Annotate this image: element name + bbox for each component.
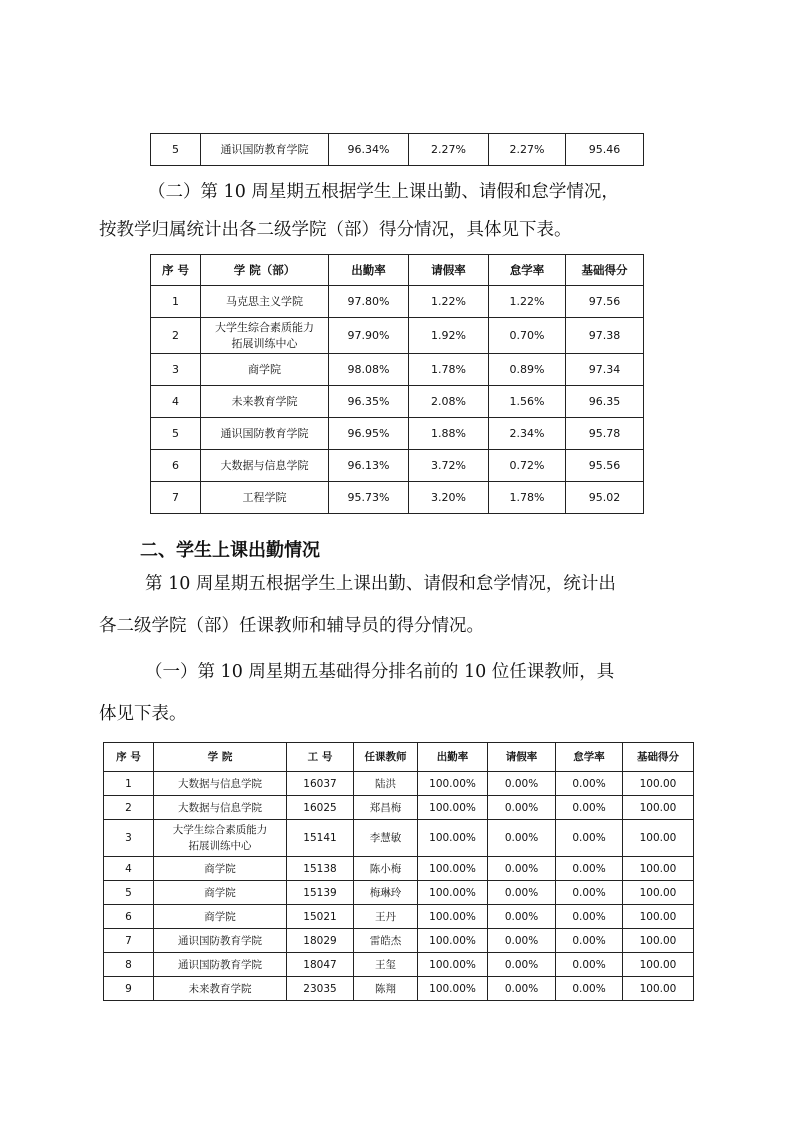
row-college-line2: 拓展训练中心 xyxy=(231,336,298,350)
header-college: 学 院 xyxy=(154,743,287,772)
row-score: 100.00 xyxy=(623,929,694,953)
row-college: 商学院 xyxy=(201,354,329,386)
row-id: 18029 xyxy=(287,929,354,953)
row-teacher: 梅琳玲 xyxy=(354,881,418,905)
row-no: 5 xyxy=(151,134,201,166)
header-teacher: 任课教师 xyxy=(354,743,418,772)
row-leave: 3.72% xyxy=(409,450,489,482)
row-id: 15021 xyxy=(287,905,354,929)
section2-para2-line1: （一）第 10 周星期五基础得分排名前的 10 位任课教师，具 xyxy=(145,662,615,682)
row-college: 通识国防教育学院 xyxy=(154,929,287,953)
row-no: 4 xyxy=(151,386,201,418)
row-no: 2 xyxy=(104,796,154,820)
row-teacher: 陈翔 xyxy=(354,977,418,1001)
row-leave: 0.00% xyxy=(488,953,556,977)
row-truancy: 0.00% xyxy=(556,905,623,929)
section2-para1-line1: 第 10 周星期五根据学生上课出勤、请假和怠学情况，统计出 xyxy=(145,574,616,594)
row-no: 3 xyxy=(104,820,154,857)
row-truancy: 0.89% xyxy=(489,354,566,386)
table-row xyxy=(104,772,694,796)
row-score: 97.56 xyxy=(566,286,644,318)
header-leave: 请假率 xyxy=(409,255,489,286)
row-attendance: 100.00% xyxy=(418,953,488,977)
row-score: 95.46 xyxy=(566,134,644,166)
row-college: 马克思主义学院 xyxy=(201,286,329,318)
row-attendance: 98.08% xyxy=(329,354,409,386)
table-row xyxy=(104,905,694,929)
row-id: 15139 xyxy=(287,881,354,905)
row-truancy: 0.00% xyxy=(556,881,623,905)
row-attendance: 97.90% xyxy=(329,318,409,354)
row-college-line1: 大学生综合素质能力 xyxy=(215,320,314,334)
row-score: 100.00 xyxy=(623,977,694,1001)
continued-college-table xyxy=(150,133,644,166)
row-score: 100.00 xyxy=(623,796,694,820)
row-score: 95.02 xyxy=(566,482,644,514)
row-college: 商学院 xyxy=(154,905,287,929)
row-college xyxy=(154,820,287,857)
table-row xyxy=(104,953,694,977)
row-college-line2: 拓展训练中心 xyxy=(188,840,252,852)
row-truancy: 0.00% xyxy=(556,820,623,857)
section-b-line2: 按教学归属统计出各二级学院（部）得分情况，具体见下表。 xyxy=(99,220,572,240)
row-score: 97.38 xyxy=(566,318,644,354)
row-attendance: 100.00% xyxy=(418,905,488,929)
table-header-row xyxy=(104,743,694,772)
row-id: 15141 xyxy=(287,820,354,857)
row-attendance: 100.00% xyxy=(418,772,488,796)
table-row xyxy=(151,354,644,386)
row-leave: 2.08% xyxy=(409,386,489,418)
row-leave: 1.22% xyxy=(409,286,489,318)
row-truancy: 0.00% xyxy=(556,977,623,1001)
row-teacher: 郑昌梅 xyxy=(354,796,418,820)
row-college: 大数据与信息学院 xyxy=(154,772,287,796)
row-no: 7 xyxy=(151,482,201,514)
row-id: 16037 xyxy=(287,772,354,796)
row-truancy: 0.00% xyxy=(556,929,623,953)
row-no: 1 xyxy=(151,286,201,318)
table-row xyxy=(104,796,694,820)
row-college-line1: 大学生综合素质能力 xyxy=(172,824,268,836)
row-leave: 0.00% xyxy=(488,905,556,929)
table-row xyxy=(151,386,644,418)
table-row xyxy=(151,286,644,318)
table-row xyxy=(104,857,694,881)
row-teacher: 李慧敏 xyxy=(354,820,418,857)
row-college: 未来教育学院 xyxy=(154,977,287,1001)
row-teacher: 王丹 xyxy=(354,905,418,929)
table-row xyxy=(151,134,644,166)
row-attendance: 96.34% xyxy=(329,134,409,166)
row-id: 15138 xyxy=(287,857,354,881)
row-attendance: 95.73% xyxy=(329,482,409,514)
row-truancy: 2.34% xyxy=(489,418,566,450)
row-college: 通识国防教育学院 xyxy=(154,953,287,977)
row-leave: 2.27% xyxy=(409,134,489,166)
row-no: 5 xyxy=(151,418,201,450)
row-no: 3 xyxy=(151,354,201,386)
table-row xyxy=(151,418,644,450)
row-attendance: 97.80% xyxy=(329,286,409,318)
row-score: 95.78 xyxy=(566,418,644,450)
row-no: 7 xyxy=(104,929,154,953)
header-no: 序 号 xyxy=(104,743,154,772)
section2-para1-line2: 各二级学院（部）任课教师和辅导员的得分情况。 xyxy=(99,616,484,636)
table-row xyxy=(151,450,644,482)
table-row xyxy=(151,318,644,354)
row-score: 100.00 xyxy=(623,953,694,977)
row-attendance: 96.95% xyxy=(329,418,409,450)
header-truancy: 怠学率 xyxy=(489,255,566,286)
row-attendance: 100.00% xyxy=(418,857,488,881)
row-truancy: 0.72% xyxy=(489,450,566,482)
row-id: 23035 xyxy=(287,977,354,1001)
header-id: 工 号 xyxy=(287,743,354,772)
header-truancy: 怠学率 xyxy=(556,743,623,772)
row-leave: 1.78% xyxy=(409,354,489,386)
row-teacher: 王玺 xyxy=(354,953,418,977)
row-truancy: 0.00% xyxy=(556,772,623,796)
row-score: 100.00 xyxy=(623,881,694,905)
table-row xyxy=(104,881,694,905)
row-no: 4 xyxy=(104,857,154,881)
row-id: 16025 xyxy=(287,796,354,820)
row-attendance: 100.00% xyxy=(418,820,488,857)
row-no: 6 xyxy=(104,905,154,929)
row-college xyxy=(201,318,329,354)
row-attendance: 100.00% xyxy=(418,977,488,1001)
teacher-score-table xyxy=(103,742,694,1001)
row-teacher: 雷皓杰 xyxy=(354,929,418,953)
row-college: 通识国防教育学院 xyxy=(201,134,329,166)
row-leave: 1.92% xyxy=(409,318,489,354)
row-attendance: 96.13% xyxy=(329,450,409,482)
row-leave: 0.00% xyxy=(488,881,556,905)
college-score-table xyxy=(150,254,644,514)
row-teacher: 陈小梅 xyxy=(354,857,418,881)
row-truancy: 2.27% xyxy=(489,134,566,166)
row-score: 95.56 xyxy=(566,450,644,482)
row-no: 2 xyxy=(151,318,201,354)
table-row xyxy=(104,977,694,1001)
header-attendance: 出勤率 xyxy=(418,743,488,772)
row-attendance: 100.00% xyxy=(418,929,488,953)
row-truancy: 1.78% xyxy=(489,482,566,514)
header-leave: 请假率 xyxy=(488,743,556,772)
section-heading: 二、学生上课出勤情况 xyxy=(140,540,320,561)
row-college: 通识国防教育学院 xyxy=(201,418,329,450)
table-header-row xyxy=(151,255,644,286)
row-leave: 1.88% xyxy=(409,418,489,450)
row-attendance: 100.00% xyxy=(418,881,488,905)
row-leave: 0.00% xyxy=(488,977,556,1001)
section2-para2-line2: 体见下表。 xyxy=(99,704,187,724)
row-score: 97.34 xyxy=(566,354,644,386)
row-no: 8 xyxy=(104,953,154,977)
table-row xyxy=(104,820,694,857)
row-score: 100.00 xyxy=(623,772,694,796)
row-attendance: 100.00% xyxy=(418,796,488,820)
row-leave: 0.00% xyxy=(488,820,556,857)
row-college: 大数据与信息学院 xyxy=(154,796,287,820)
row-no: 5 xyxy=(104,881,154,905)
row-leave: 3.20% xyxy=(409,482,489,514)
row-truancy: 1.56% xyxy=(489,386,566,418)
header-score: 基础得分 xyxy=(566,255,644,286)
row-truancy: 0.70% xyxy=(489,318,566,354)
row-leave: 0.00% xyxy=(488,796,556,820)
row-score: 100.00 xyxy=(623,820,694,857)
row-score: 96.35 xyxy=(566,386,644,418)
header-no: 序 号 xyxy=(151,255,201,286)
header-college: 学 院（部） xyxy=(201,255,329,286)
row-truancy: 0.00% xyxy=(556,857,623,881)
row-leave: 0.00% xyxy=(488,857,556,881)
row-attendance: 96.35% xyxy=(329,386,409,418)
row-truancy: 0.00% xyxy=(556,953,623,977)
row-truancy: 0.00% xyxy=(556,796,623,820)
row-college: 商学院 xyxy=(154,881,287,905)
row-leave: 0.00% xyxy=(488,929,556,953)
table-row xyxy=(104,929,694,953)
section-b-line1: （二）第 10 周星期五根据学生上课出勤、请假和怠学情况， xyxy=(148,182,619,202)
row-id: 18047 xyxy=(287,953,354,977)
row-no: 1 xyxy=(104,772,154,796)
row-truancy: 1.22% xyxy=(489,286,566,318)
row-no: 9 xyxy=(104,977,154,1001)
row-teacher: 陆洪 xyxy=(354,772,418,796)
row-college: 大数据与信息学院 xyxy=(201,450,329,482)
table-row xyxy=(151,482,644,514)
row-college: 未来教育学院 xyxy=(201,386,329,418)
row-college: 工程学院 xyxy=(201,482,329,514)
row-leave: 0.00% xyxy=(488,772,556,796)
row-score: 100.00 xyxy=(623,905,694,929)
row-no: 6 xyxy=(151,450,201,482)
row-college: 商学院 xyxy=(154,857,287,881)
header-score: 基础得分 xyxy=(623,743,694,772)
row-score: 100.00 xyxy=(623,857,694,881)
header-attendance: 出勤率 xyxy=(329,255,409,286)
